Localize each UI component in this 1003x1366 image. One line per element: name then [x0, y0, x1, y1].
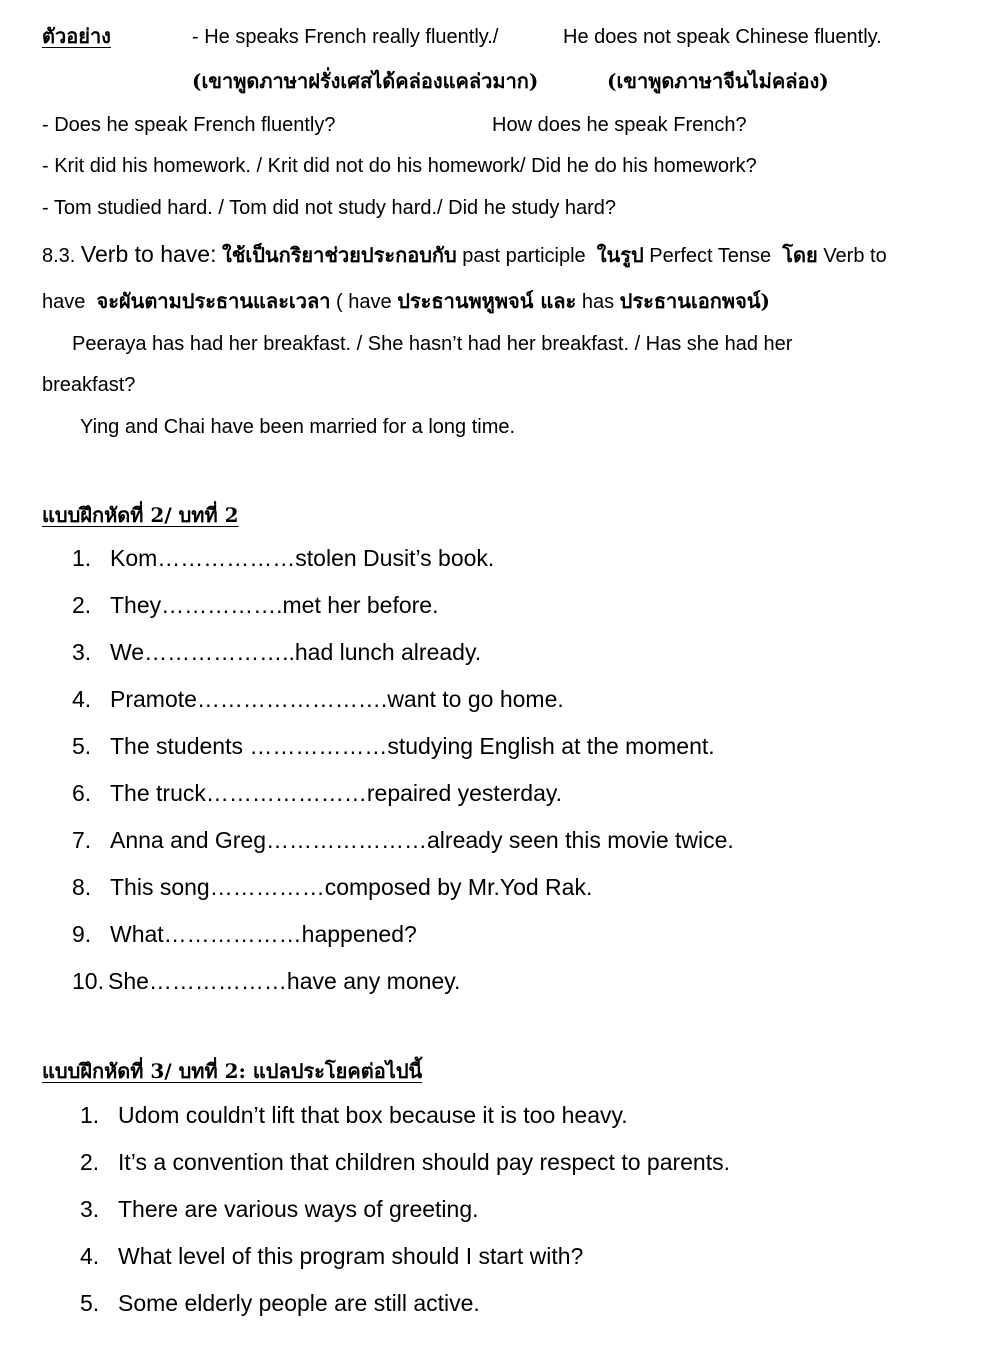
thai-text: ในรูป [596, 243, 644, 267]
verb-to-have-example-2: Ying and Chai have been married for a long time. [80, 416, 516, 438]
english-term: have [42, 291, 86, 313]
item-text: It’s a convention that children should pay respect to parents. [118, 1149, 731, 1175]
english-term: has [581, 291, 615, 313]
item-text: What level of this program should I start with? [118, 1243, 584, 1269]
english-term: ( have [336, 291, 392, 313]
exercise-3-item [80, 1150, 730, 1174]
example-thai-2: (เขาพูดภาษาจีนไม่คล่อง) [607, 69, 829, 93]
item-number: 4. [80, 1243, 100, 1269]
item-text: Some elderly people are still active. [118, 1290, 480, 1316]
item-text: What………………happened? [110, 921, 417, 947]
item-text: The truck…………………repaired yesterday. [110, 780, 563, 806]
exercise-2-item [72, 781, 562, 805]
exercise-3-item [80, 1197, 479, 1221]
exercise-2-item [72, 687, 564, 711]
item-text: There are various ways of greeting. [118, 1196, 479, 1222]
exercise-3-item [80, 1103, 628, 1127]
exercise-2-item [72, 828, 734, 852]
exercise-2-item [72, 875, 592, 899]
item-number: 5. [80, 1290, 100, 1316]
exercise-2-item [72, 922, 417, 946]
item-text: Udom couldn’t lift that box because it is too heavy. [118, 1102, 628, 1128]
english-term: Verb to [823, 245, 887, 267]
exercise-2-item [72, 969, 460, 993]
section-title: Verb to have: [80, 241, 217, 267]
exercise-2-item [72, 734, 715, 758]
item-number: 9. [72, 921, 92, 947]
verb-to-have-example-1-cont: breakfast? [42, 374, 136, 396]
exercise-3-item [80, 1244, 583, 1268]
item-number: 2. [80, 1149, 100, 1175]
exercise-3-title: แบบฝึกหัดที่ 3/ บทที่ 2: แปลประโยคต่อไปนี้ [42, 1059, 423, 1083]
example-sentence-2: He does not speak Chinese fluently. [563, 26, 882, 48]
exercise-2-item [72, 593, 439, 617]
exercise-2-item [72, 640, 481, 664]
item-number: 7. [72, 827, 92, 853]
example-question-1: - Does he speak French fluently? [42, 114, 336, 136]
item-number: 8. [72, 874, 92, 900]
thai-text: จะผันตามประธานและเวลา [96, 289, 331, 313]
item-text: The students ………………studying English at the moment. [110, 733, 715, 759]
item-text: This song……………composed by Mr.Yod Rak. [110, 874, 593, 900]
item-number: 3. [80, 1196, 100, 1222]
item-number: 4. [72, 686, 92, 712]
item-number: 3. [72, 639, 92, 665]
item-text: She………………have any money. [108, 968, 461, 994]
section-number: 8.3. [42, 245, 76, 267]
exercise-3-item [80, 1291, 480, 1315]
item-number: 5. [72, 733, 92, 759]
example-sentence-1: - He speaks French really fluently./ [192, 26, 499, 48]
item-text: Kom………………stolen Dusit’s book. [110, 545, 495, 571]
verb-to-have-line-2 [42, 289, 770, 314]
thai-text: ประธานเอกพจน์) [619, 289, 770, 313]
item-text: We………………..had lunch already. [110, 639, 482, 665]
verb-to-have-example-1: Peeraya has had her breakfast. / She hasn’t had her breakfast. / Has she had her [72, 333, 793, 355]
example-label: ตัวอย่าง [42, 24, 111, 48]
exercise-2-title: แบบฝึกหัดที่ 2/ บทที่ 2 [42, 503, 239, 527]
example-question-2: How does he speak French? [492, 114, 747, 136]
exercise-2-item [72, 546, 494, 570]
item-number: 1. [72, 545, 92, 571]
item-number: 10. [72, 968, 104, 994]
thai-text: ใช้เป็นกริยาช่วยประกอบกับ [222, 243, 457, 267]
english-term: past participle [462, 245, 586, 267]
verb-to-have-line-1 [42, 242, 887, 268]
example-thai-1: (เขาพูดภาษาฝรั่งเศสได้คล่องแคล่วมาก) [192, 69, 539, 93]
item-number: 1. [80, 1102, 100, 1128]
item-number: 6. [72, 780, 92, 806]
thai-text: โดย [782, 243, 818, 267]
item-text: Anna and Greg…………………already seen this movie twice. [110, 827, 734, 853]
english-term: Perfect Tense [649, 245, 772, 267]
item-text: Pramote…………………….want to go home. [110, 686, 564, 712]
thai-text: ประธานพหูพจน์ และ [397, 289, 577, 313]
item-number: 2. [72, 592, 92, 618]
example-krit: - Krit did his homework. / Krit did not do his homework/ Did he do his homework? [42, 155, 757, 177]
item-text: They…………….met her before. [110, 592, 439, 618]
example-tom: - Tom studied hard. / Tom did not study hard./ Did he study hard? [42, 197, 617, 219]
